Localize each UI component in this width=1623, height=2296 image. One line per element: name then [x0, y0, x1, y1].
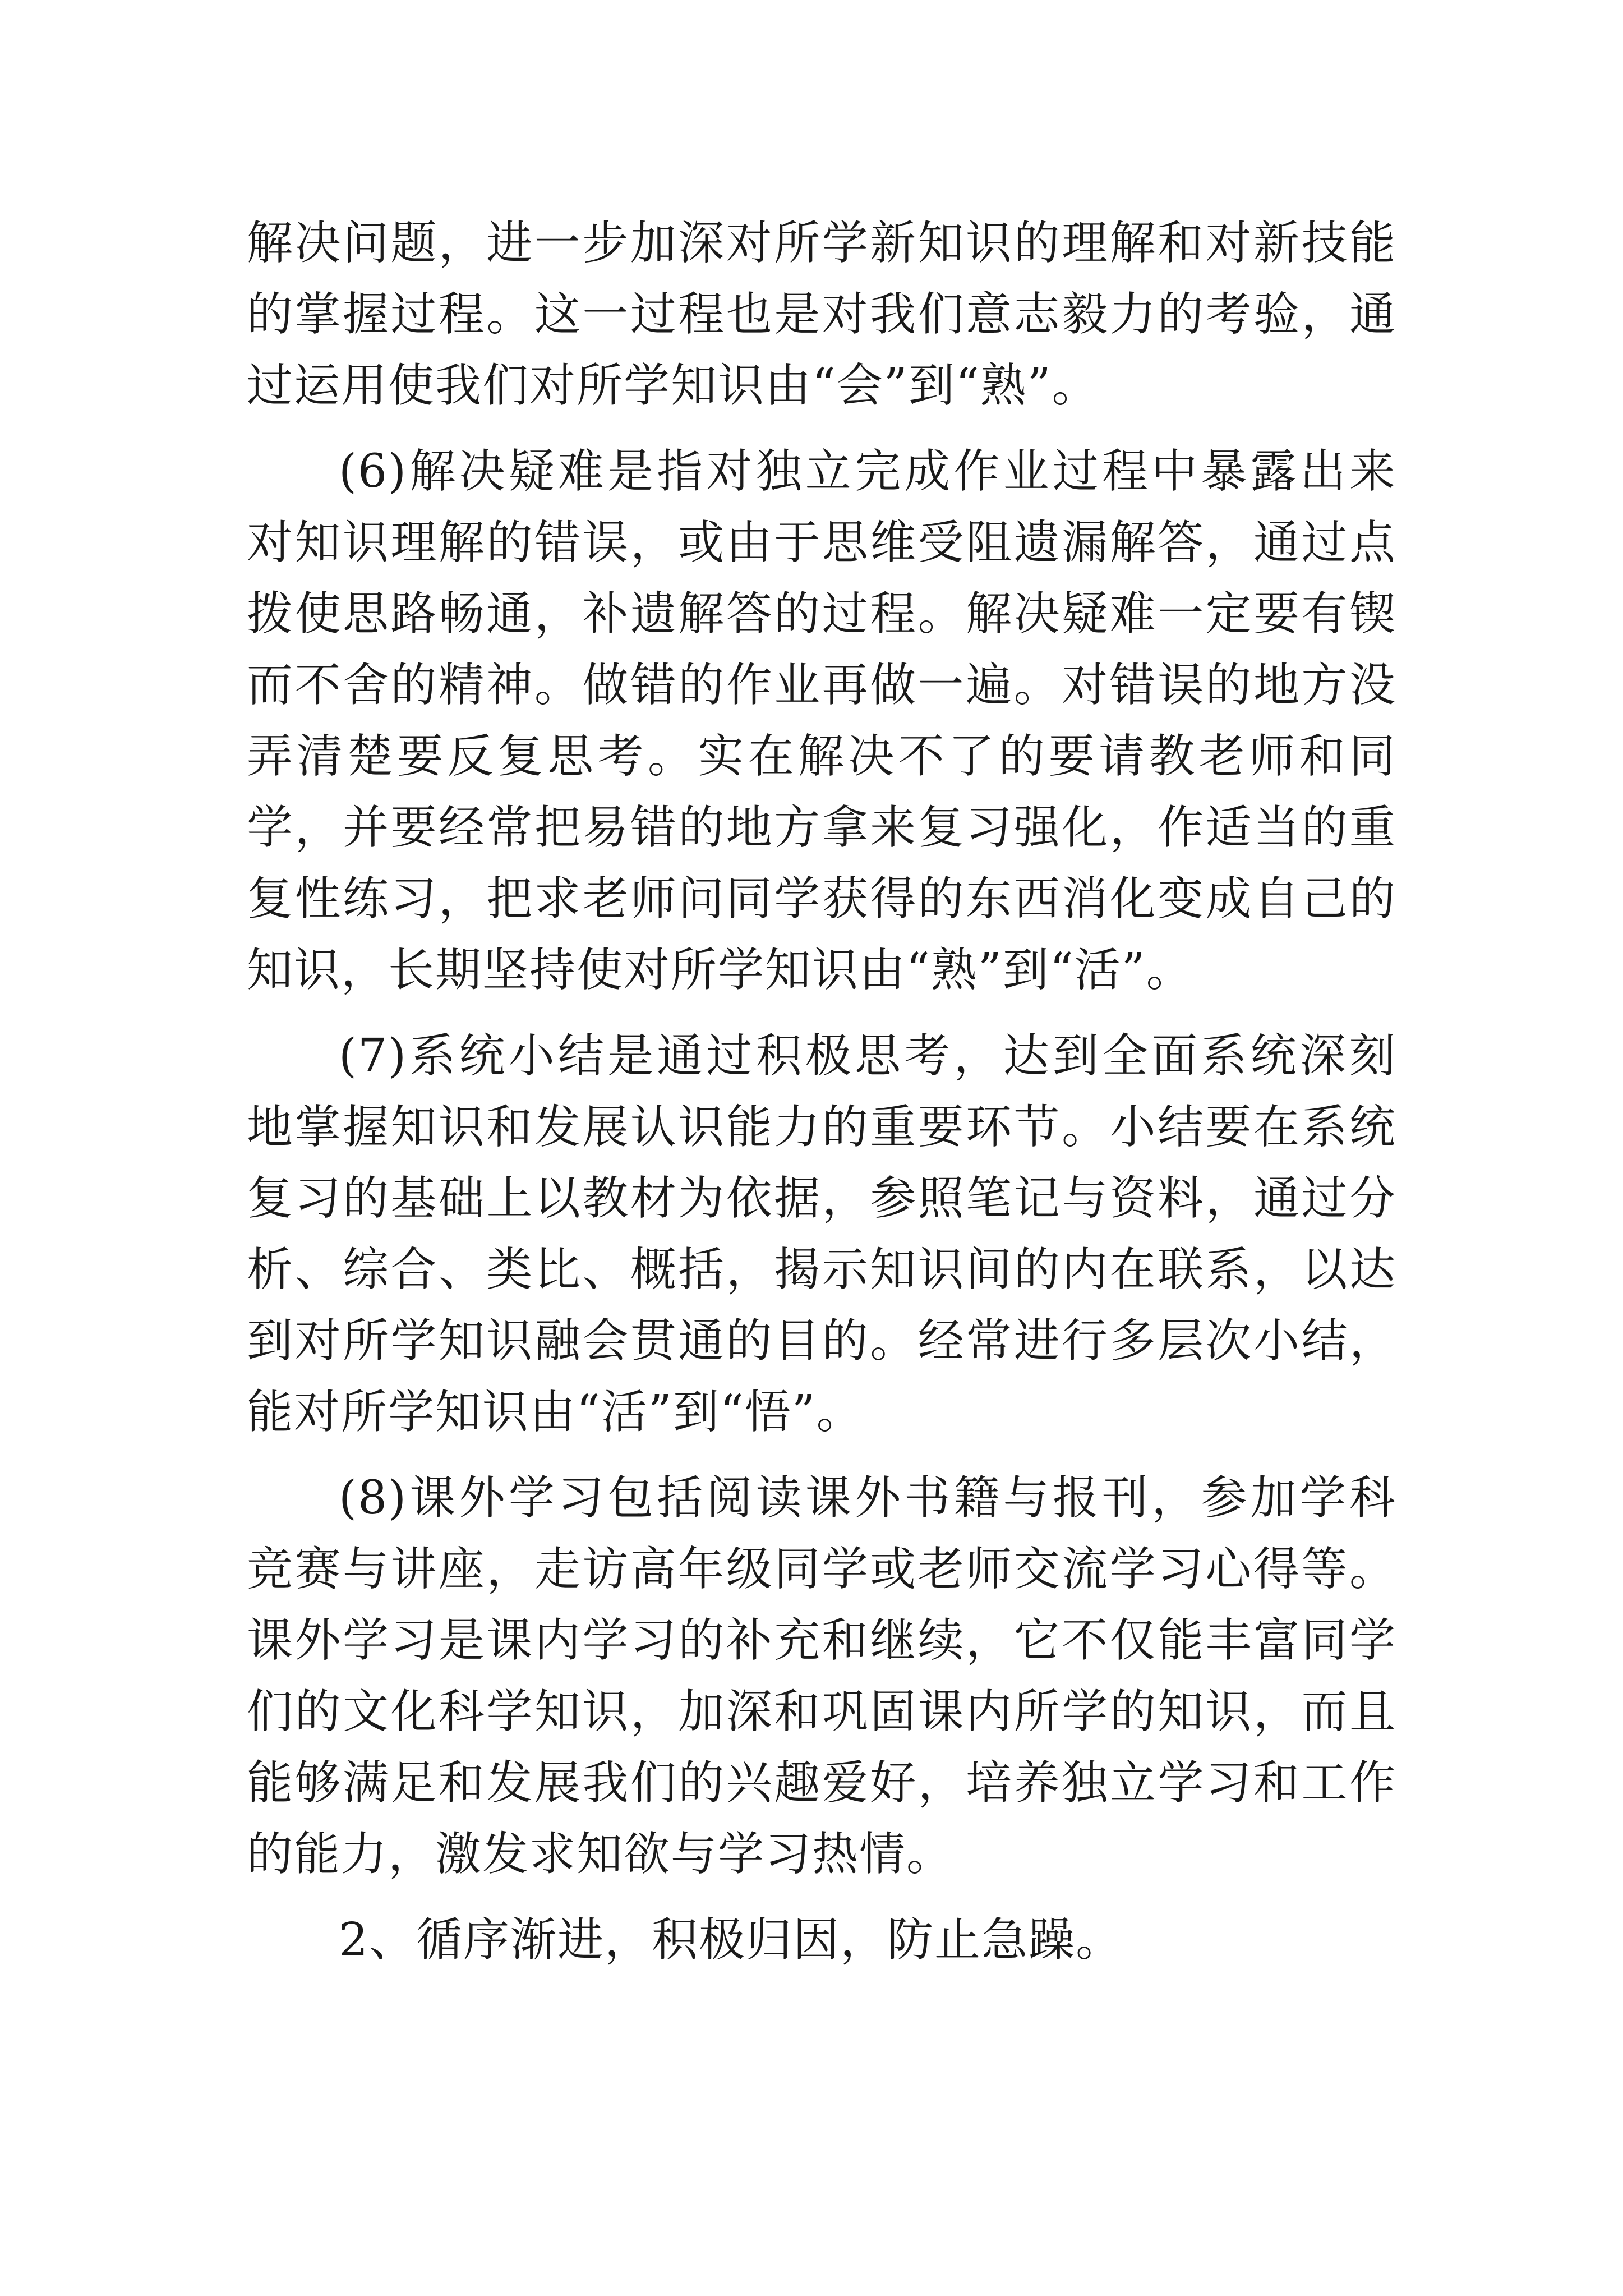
paragraph-heading-2: 2、循序渐进，积极归因，防止急躁。: [339, 1913, 1123, 1967]
paragraph-item-6: (6)解决疑难是指对独立完成作业过程中暴露出来对知识理解的错误，或由于思维受阻遗漏解答，通过点拨使思路畅通，补遗解答的过程。解决疑难一定要有锲而不舍的精神。做错的作业再做一遍。对错误的地方没弄清楚要反复思考。实在解决不了的要请教老师和同学，并要经常把易错的地方拿来复习强化，作适当的重复性练习，把求老师问同学获得的东西消化变成自己的知识，长期坚持使对所学知识由“熟”到“活”。: [247, 445, 1396, 997]
paragraph-gap: [247, 421, 1396, 436]
paragraph-continuation: 解决问题，进一步加深对所学新知识的理解和对新技能的掌握过程。这一过程也是对我们意志毅力的考验，通过运用使我们对所学知识由“会”到“熟”。: [247, 217, 1396, 412]
paragraph-item-7: (7)系统小结是通过积极思考，达到全面系统深刻地掌握知识和发展认识能力的重要环节。小结要在系统复习的基础上以教材为依据，参照笔记与资料，通过分析、综合、类比、概括，揭示知识间的内在联系，以达到对所学知识融会贯通的目的。经常进行多层次小结，能对所学知识由“活”到“悟”。: [247, 1029, 1396, 1439]
paragraph-gap: [247, 1448, 1396, 1462]
paragraph-gap: [247, 1890, 1396, 1904]
document-body: [247, 208, 1396, 1976]
paragraph-item-8: (8)课外学习包括阅读课外书籍与报刊，参加学科竞赛与讲座，走访高年级同学或老师交流学习心得等。课外学习是课内学习的补充和继续，它不仅能丰富同学们的文化科学知识，加深和巩固课内所学的知识，而且能够满足和发展我们的兴趣爱好，培养独立学习和工作的能力，激发求知欲与学习热情。: [247, 1471, 1396, 1881]
paragraph-gap: [247, 1006, 1396, 1020]
